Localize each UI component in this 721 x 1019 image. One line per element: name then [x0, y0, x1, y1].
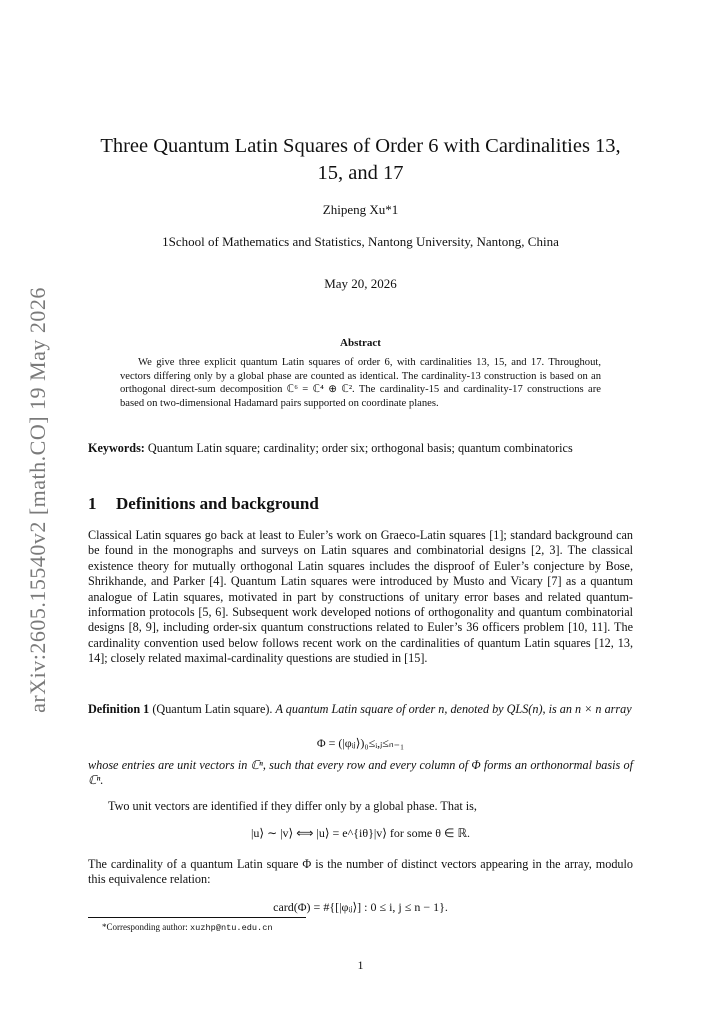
cardinality-paragraph: The cardinality of a quantum Latin square Φ is the number of distinct vectors appearing in the array, modulo this equivalence relation:: [88, 857, 633, 887]
arxiv-stamp: [18, 280, 58, 720]
footnote-text: *Corresponding author:: [102, 922, 190, 932]
author-line: Zhipeng Xu*1: [322, 202, 399, 217]
affiliation-line: 1School of Mathematics and Statistics, Nantong University, Nantong, China: [162, 234, 559, 249]
definition-name: (Quantum Latin square).: [152, 702, 273, 716]
equation-array: Φ = (|φᵢⱼ⟩)₀≤ᵢ,ⱼ≤ₙ₋₁: [316, 736, 405, 750]
page-number: 1: [357, 958, 364, 972]
equation-cardinality: card(Φ) = #{[|φᵢⱼ⟩] : 0 ≤ i, j ≤ n − 1}.: [273, 900, 448, 914]
footnote: [102, 922, 622, 933]
arxiv-identifier: arXiv:2605.15540v2 [math.CO] 19 May 2026: [25, 287, 51, 713]
keywords-line: [88, 441, 633, 457]
definition-lead: A quantum Latin square of order n, denoted by QLS(n), is an n × n array: [275, 702, 632, 716]
section-title: Definitions and background: [116, 494, 319, 513]
identification-paragraph: Two unit vectors are identified if they differ only by a global phase. That is,: [108, 799, 477, 813]
definition-continuation: whose entries are unit vectors in ℂⁿ, such that every row and every column of Φ forms an orthonormal basis of ℂⁿ.: [88, 758, 633, 788]
keywords-text: Quantum Latin square; cardinality; order six; orthogonal basis; quantum combinatorics: [147, 441, 573, 455]
section-heading: [88, 494, 633, 514]
abstract-body: We give three explicit quantum Latin squares of order 6, with cardinalities 13, 15, and 17. Throughout, vectors differing only by a global phase are counted as identical. The cardinality-13 construction is based on an orthogonal direct-sum decomposition ℂ⁶ = ℂ⁴ ⊕ ℂ². The cardinality-15 and cardinality-17 constructions are based on two-dimensional Hadamard pairs supported on coordinate planes.: [120, 357, 601, 409]
definition-title: Definition 1: [88, 702, 150, 716]
keywords-label: Keywords:: [88, 441, 145, 455]
section-number: 1: [88, 494, 97, 513]
abstract-heading: Abstract: [340, 337, 381, 349]
definition-block: [88, 702, 633, 717]
paper-title: Three Quantum Latin Squares of Order 6 with Cardinalities 13, 15, and 17: [100, 135, 621, 184]
footnote-rule: [88, 917, 306, 918]
footnote-email: xuzhp@ntu.edu.cn: [190, 923, 273, 933]
background-paragraph: Classical Latin squares go back at least to Euler’s work on Graeco-Latin squares [1]; standard background can be found in the monographs and surveys on Latin squares and combinatorial designs [2, 3]. The classical existence theory for mutually orthogonal Latin squares includes the disproof of Euler’s conjecture by Bose, Shrikhande, and Parker [4]. Quantum Latin squares were introduced by Musto and Vicary [7] as a quantum analogue of Latin squares, motivated in part by constructions of unitary error bases and related quantum-information protocols [5, 6]. Subsequent work developed notions of orthogonality and quantum combinatorial designs [8, 9], including order-six quantum constructions related to Euler’s 36 officers problem [10, 11]. The cardinality convention used below follows recent work on the cardinalities of quantum Latin squares [12, 13, 14]; closely related maximal-cardinality questions are studied in [15].: [88, 528, 633, 666]
equation-equivalence: |u⟩ ∼ |v⟩ ⟺ |u⟩ = e^{iθ}|v⟩ for some θ ∈ ℝ.: [251, 826, 470, 840]
paper-date: May 20, 2026: [324, 276, 397, 291]
